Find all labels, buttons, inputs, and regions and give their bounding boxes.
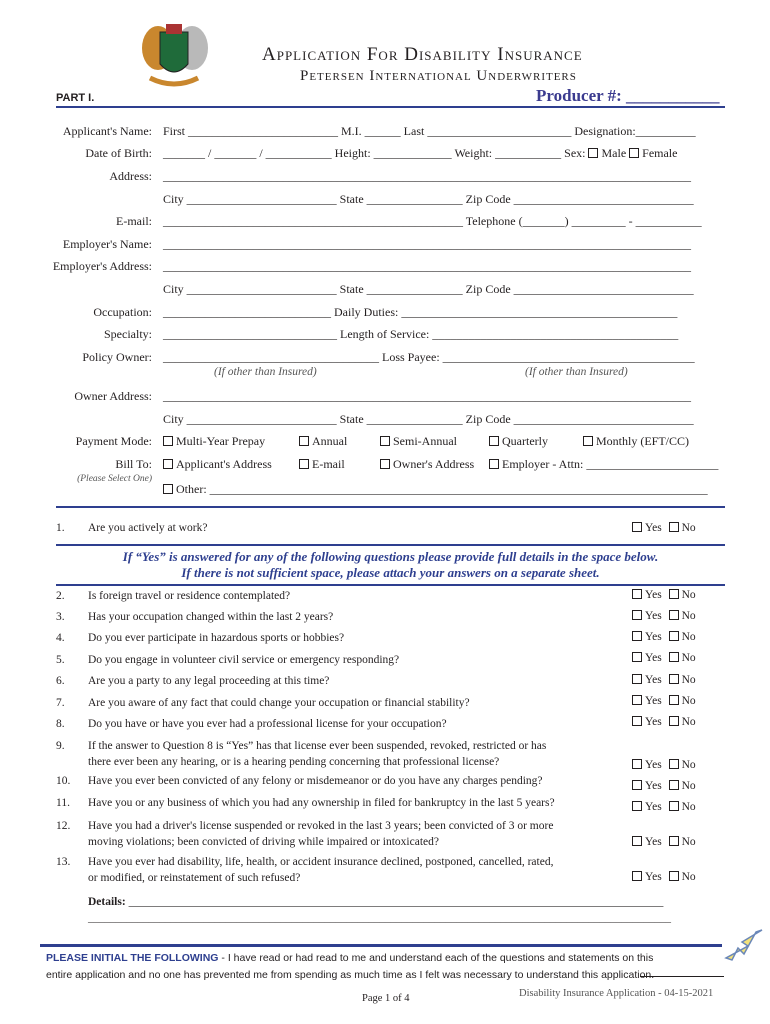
question-number: 11. bbox=[56, 797, 70, 809]
applicant-name-fields[interactable]: First _________________________ M.I. ______ Last ________________________ Designation:__________ bbox=[163, 124, 696, 138]
question-text: Are you aware of any fact that could change your occupation or financial stability? bbox=[88, 697, 470, 709]
question-number: 10. bbox=[56, 775, 71, 787]
no-checkbox[interactable] bbox=[669, 652, 696, 664]
no-checkbox[interactable] bbox=[669, 836, 696, 848]
no-label: No bbox=[681, 674, 696, 686]
yes-no-choice bbox=[632, 716, 696, 728]
question-text: Do you ever participate in hazardous sports or hobbies? bbox=[88, 632, 345, 644]
form-subtitle: Petersen International Underwriters bbox=[300, 68, 577, 84]
page-number: Page 1 of 4 bbox=[362, 993, 410, 1004]
yes-label: Yes bbox=[645, 674, 662, 686]
applicant-name-label: Applicant's Name: bbox=[62, 124, 152, 138]
question-text: Have you ever been convicted of any felony or misdemeanor or do you have any charges pending? bbox=[88, 775, 543, 787]
policy-owner-loss-payee-fields[interactable]: ____________________________________ Loss Payee: __________________________________________ bbox=[163, 350, 695, 364]
bill-to-applicant-checkbox[interactable] bbox=[163, 457, 272, 472]
initial-signature-line[interactable] bbox=[640, 975, 724, 977]
address-field[interactable]: ________________________________________________________________________________________ bbox=[163, 169, 691, 183]
bill-to-owner-checkbox[interactable] bbox=[380, 457, 474, 472]
payment-option-label: Multi-Year Prepay bbox=[176, 434, 266, 448]
initial-statement-line-2: entire application and no one has prevented me from spending as much time as I felt was necessary to understand this application. bbox=[46, 969, 655, 981]
yes-checkbox[interactable] bbox=[632, 610, 662, 622]
no-checkbox[interactable] bbox=[669, 759, 696, 771]
footer-rule bbox=[40, 944, 722, 947]
loss-payee-note: (If other than Insured) bbox=[525, 366, 628, 378]
yes-no-choice bbox=[632, 871, 696, 883]
yes-label: Yes bbox=[645, 801, 662, 813]
no-checkbox[interactable] bbox=[669, 610, 696, 622]
payment-semi-annual-checkbox[interactable] bbox=[380, 434, 457, 449]
question-number: 8. bbox=[56, 718, 65, 730]
question-number: 3. bbox=[56, 611, 65, 623]
question-text: If the answer to Question 8 is “Yes” has that license ever been suspended, revoked, restricted or has bbox=[88, 740, 547, 752]
no-checkbox[interactable] bbox=[669, 522, 696, 534]
question-number: 1. bbox=[56, 522, 65, 534]
bill-to-other-field[interactable]: ___________________________________________________________________________________ bbox=[209, 482, 708, 496]
bill-to-option-label: Applicant's Address bbox=[176, 457, 272, 471]
no-checkbox[interactable] bbox=[669, 780, 696, 792]
question-number: 9. bbox=[56, 740, 65, 752]
yes-label: Yes bbox=[645, 836, 662, 848]
yes-label: Yes bbox=[645, 631, 662, 643]
initial-heading: PLEASE INITIAL THE FOLLOWING bbox=[46, 952, 219, 964]
occupation-label: Occupation: bbox=[93, 305, 152, 319]
yes-label: Yes bbox=[645, 716, 662, 728]
yes-checkbox[interactable] bbox=[632, 871, 662, 883]
payment-annual-checkbox[interactable] bbox=[299, 434, 347, 449]
yes-checkbox[interactable] bbox=[632, 652, 662, 664]
question-text: Have you had a driver's license suspended or revoked in the last 3 years; been convicted of 3 or more bbox=[88, 820, 554, 832]
details-field-2[interactable]: __________________________________________________________________________________________________________ bbox=[88, 912, 671, 924]
part-label: PART I. bbox=[56, 92, 95, 104]
form-title: Application For Disability Insurance bbox=[262, 44, 583, 65]
yes-no-choice bbox=[632, 631, 696, 643]
section-rule bbox=[56, 506, 725, 508]
no-label: No bbox=[681, 759, 696, 771]
details-label-text: Details: bbox=[88, 896, 126, 908]
question-number: 4. bbox=[56, 632, 65, 644]
no-checkbox[interactable] bbox=[669, 871, 696, 883]
no-label: No bbox=[681, 716, 696, 728]
yes-label: Yes bbox=[645, 652, 662, 664]
occupation-duties-fields[interactable]: ____________________________ Daily Duties: ______________________________________________ bbox=[163, 305, 678, 319]
address-city-state-zip[interactable]: City _________________________ State ________________ Zip Code ______________________________ bbox=[163, 192, 694, 206]
employer-address-field[interactable]: ________________________________________________________________________________________ bbox=[163, 259, 691, 273]
bill-to-label: Bill To: bbox=[115, 457, 152, 471]
question-text-continued: moving violations; been convicted of driving while impaired or intoxicated? bbox=[88, 836, 439, 848]
yes-checkbox[interactable] bbox=[632, 836, 662, 848]
no-label: No bbox=[681, 801, 696, 813]
payment-option-label: Quarterly bbox=[502, 434, 548, 448]
yes-checkbox[interactable] bbox=[632, 780, 662, 792]
sex-female-checkbox[interactable] bbox=[629, 146, 677, 160]
policy-owner-label: Policy Owner: bbox=[82, 350, 152, 364]
details-field-1[interactable]: _____________________________________________________________________________________________ bbox=[128, 896, 664, 908]
bill-to-employer-checkbox[interactable] bbox=[489, 457, 718, 472]
yes-no-choice bbox=[632, 759, 696, 771]
bill-to-email-checkbox[interactable] bbox=[299, 457, 345, 472]
employer-address-label: Employer's Address: bbox=[52, 259, 152, 273]
question-text: Are you actively at work? bbox=[88, 522, 208, 534]
yes-no-choice bbox=[632, 522, 696, 534]
yes-checkbox[interactable] bbox=[632, 522, 662, 534]
yes-checkbox[interactable] bbox=[632, 589, 662, 601]
bill-to-option-label: Employer - Attn: ______________________ bbox=[502, 457, 719, 471]
question-text: Have you or any business of which you had any ownership in filed for bankruptcy in the last 5 years? bbox=[88, 797, 555, 809]
company-crest bbox=[136, 18, 212, 92]
no-checkbox[interactable] bbox=[669, 801, 696, 813]
no-label: No bbox=[681, 522, 696, 534]
dob-label: Date of Birth: bbox=[85, 146, 152, 160]
payment-option-label: Semi-Annual bbox=[393, 434, 457, 448]
no-label: No bbox=[681, 652, 696, 664]
owner-city-state-zip[interactable]: City _________________________ State ________________ Zip Code ______________________________ bbox=[163, 412, 694, 426]
payment-option-label: Annual bbox=[312, 434, 348, 448]
question-number: 12. bbox=[56, 820, 71, 832]
no-checkbox[interactable] bbox=[669, 674, 696, 686]
yes-no-choice bbox=[632, 801, 696, 813]
yes-no-choice bbox=[632, 780, 696, 792]
question-text: Have you ever had disability, life, health, or accident insurance declined, postponed, cancelled, rated, bbox=[88, 856, 554, 868]
no-checkbox[interactable] bbox=[669, 631, 696, 643]
sex-male-checkbox[interactable] bbox=[588, 146, 626, 160]
no-label: No bbox=[681, 836, 696, 848]
dob-height-weight-fields[interactable] bbox=[163, 146, 677, 161]
payment-quarterly-checkbox[interactable] bbox=[489, 434, 548, 449]
sex-male-label: Male bbox=[601, 146, 627, 160]
no-checkbox[interactable] bbox=[669, 716, 696, 728]
question-text-continued: there ever been any hearing, or is a hearing pending concerning that professional license? bbox=[88, 756, 500, 768]
payment-option-label: Monthly (EFT/CC) bbox=[596, 434, 690, 448]
no-label: No bbox=[681, 780, 696, 792]
payment-mode-label: Payment Mode: bbox=[75, 434, 152, 448]
yes-checkbox[interactable] bbox=[632, 674, 662, 686]
question-number: 13. bbox=[56, 856, 71, 868]
yes-label: Yes bbox=[645, 871, 662, 883]
no-label: No bbox=[681, 695, 696, 707]
question-text-continued: or modified, or reinstatement of such refused? bbox=[88, 872, 301, 884]
producer-number-field[interactable]: Producer #: ___________ bbox=[536, 86, 720, 105]
pointer-arrow-icon bbox=[722, 926, 766, 966]
no-label: No bbox=[681, 610, 696, 622]
yes-label: Yes bbox=[645, 589, 662, 601]
dob-height-weight-text: _______ / _______ / ___________ Height: _____________ Weight: ___________ Sex: bbox=[163, 146, 586, 160]
question-number: 5. bbox=[56, 654, 65, 666]
no-label: No bbox=[681, 871, 696, 883]
yes-no-choice bbox=[632, 610, 696, 622]
bill-to-option-label: Owner's Address bbox=[393, 457, 475, 471]
yes-checkbox[interactable] bbox=[632, 695, 662, 707]
details-label bbox=[88, 896, 663, 908]
yes-label: Yes bbox=[645, 695, 662, 707]
question-text: Has your occupation changed within the last 2 years? bbox=[88, 611, 334, 623]
email-label: E-mail: bbox=[116, 214, 152, 228]
no-label: No bbox=[681, 631, 696, 643]
question-text: Do you engage in volunteer civil service or emergency responding? bbox=[88, 654, 400, 666]
employer-name-field[interactable]: ________________________________________________________________________________________ bbox=[163, 237, 691, 251]
yes-label: Yes bbox=[645, 610, 662, 622]
employer-name-label: Employer's Name: bbox=[62, 237, 152, 251]
yes-checkbox[interactable] bbox=[632, 631, 662, 643]
document-id: Disability Insurance Application - 04-15-2021 bbox=[519, 988, 714, 999]
address-label: Address: bbox=[109, 169, 152, 183]
yes-checkbox[interactable] bbox=[632, 759, 662, 771]
policy-owner-note: (If other than Insured) bbox=[214, 366, 317, 378]
bill-to-note: (Please Select One) bbox=[77, 474, 152, 484]
specialty-label: Specialty: bbox=[104, 327, 152, 341]
owner-address-label: Owner Address: bbox=[74, 389, 152, 403]
yes-no-choice bbox=[632, 674, 696, 686]
yes-label: Yes bbox=[645, 780, 662, 792]
yes-no-choice bbox=[632, 589, 696, 601]
email-telephone-fields[interactable]: __________________________________________________ Telephone (_______) _________ - ___________ bbox=[163, 214, 702, 228]
question-text: Is foreign travel or residence contemplated? bbox=[88, 590, 291, 602]
payment-multi-year-checkbox[interactable] bbox=[163, 434, 265, 449]
instructions-banner bbox=[56, 544, 725, 586]
no-checkbox[interactable] bbox=[669, 589, 696, 601]
yes-label: Yes bbox=[645, 522, 662, 534]
payment-monthly-checkbox[interactable] bbox=[583, 434, 689, 449]
bill-to-other-checkbox[interactable] bbox=[163, 482, 708, 497]
question-number: 7. bbox=[56, 697, 65, 709]
yes-checkbox[interactable] bbox=[632, 716, 662, 728]
owner-address-field[interactable]: ________________________________________________________________________________________ bbox=[163, 389, 691, 403]
yes-no-choice bbox=[632, 695, 696, 707]
yes-no-choice bbox=[632, 836, 696, 848]
yes-checkbox[interactable] bbox=[632, 801, 662, 813]
header-rule bbox=[56, 106, 725, 108]
bill-to-other-label: Other: bbox=[176, 482, 207, 496]
specialty-service-fields[interactable]: _____________________________ Length of Service: _________________________________________ bbox=[163, 327, 679, 341]
no-label: No bbox=[681, 589, 696, 601]
initial-text-1: - I have read or had read to me and understand each of the questions and statements on this bbox=[218, 952, 654, 964]
question-number: 6. bbox=[56, 675, 65, 687]
question-text: Are you a party to any legal proceeding at this time? bbox=[88, 675, 330, 687]
no-checkbox[interactable] bbox=[669, 695, 696, 707]
employer-city-state-zip[interactable]: City _________________________ State ________________ Zip Code ______________________________ bbox=[163, 282, 694, 296]
question-text: Do you have or have you ever had a professional license for your occupation? bbox=[88, 718, 447, 730]
sex-female-label: Female bbox=[642, 146, 678, 160]
banner-line-1: If “Yes” is answered for any of the following questions please provide full details in the space below. bbox=[122, 549, 659, 564]
yes-no-choice bbox=[632, 652, 696, 664]
initial-statement-line-1 bbox=[46, 952, 653, 964]
banner-line-2: If there is not sufficient space, please attach your answers on a separate sheet. bbox=[181, 565, 600, 580]
question-number: 2. bbox=[56, 590, 65, 602]
bill-to-option-label: E-mail bbox=[312, 457, 345, 471]
yes-label: Yes bbox=[645, 759, 662, 771]
